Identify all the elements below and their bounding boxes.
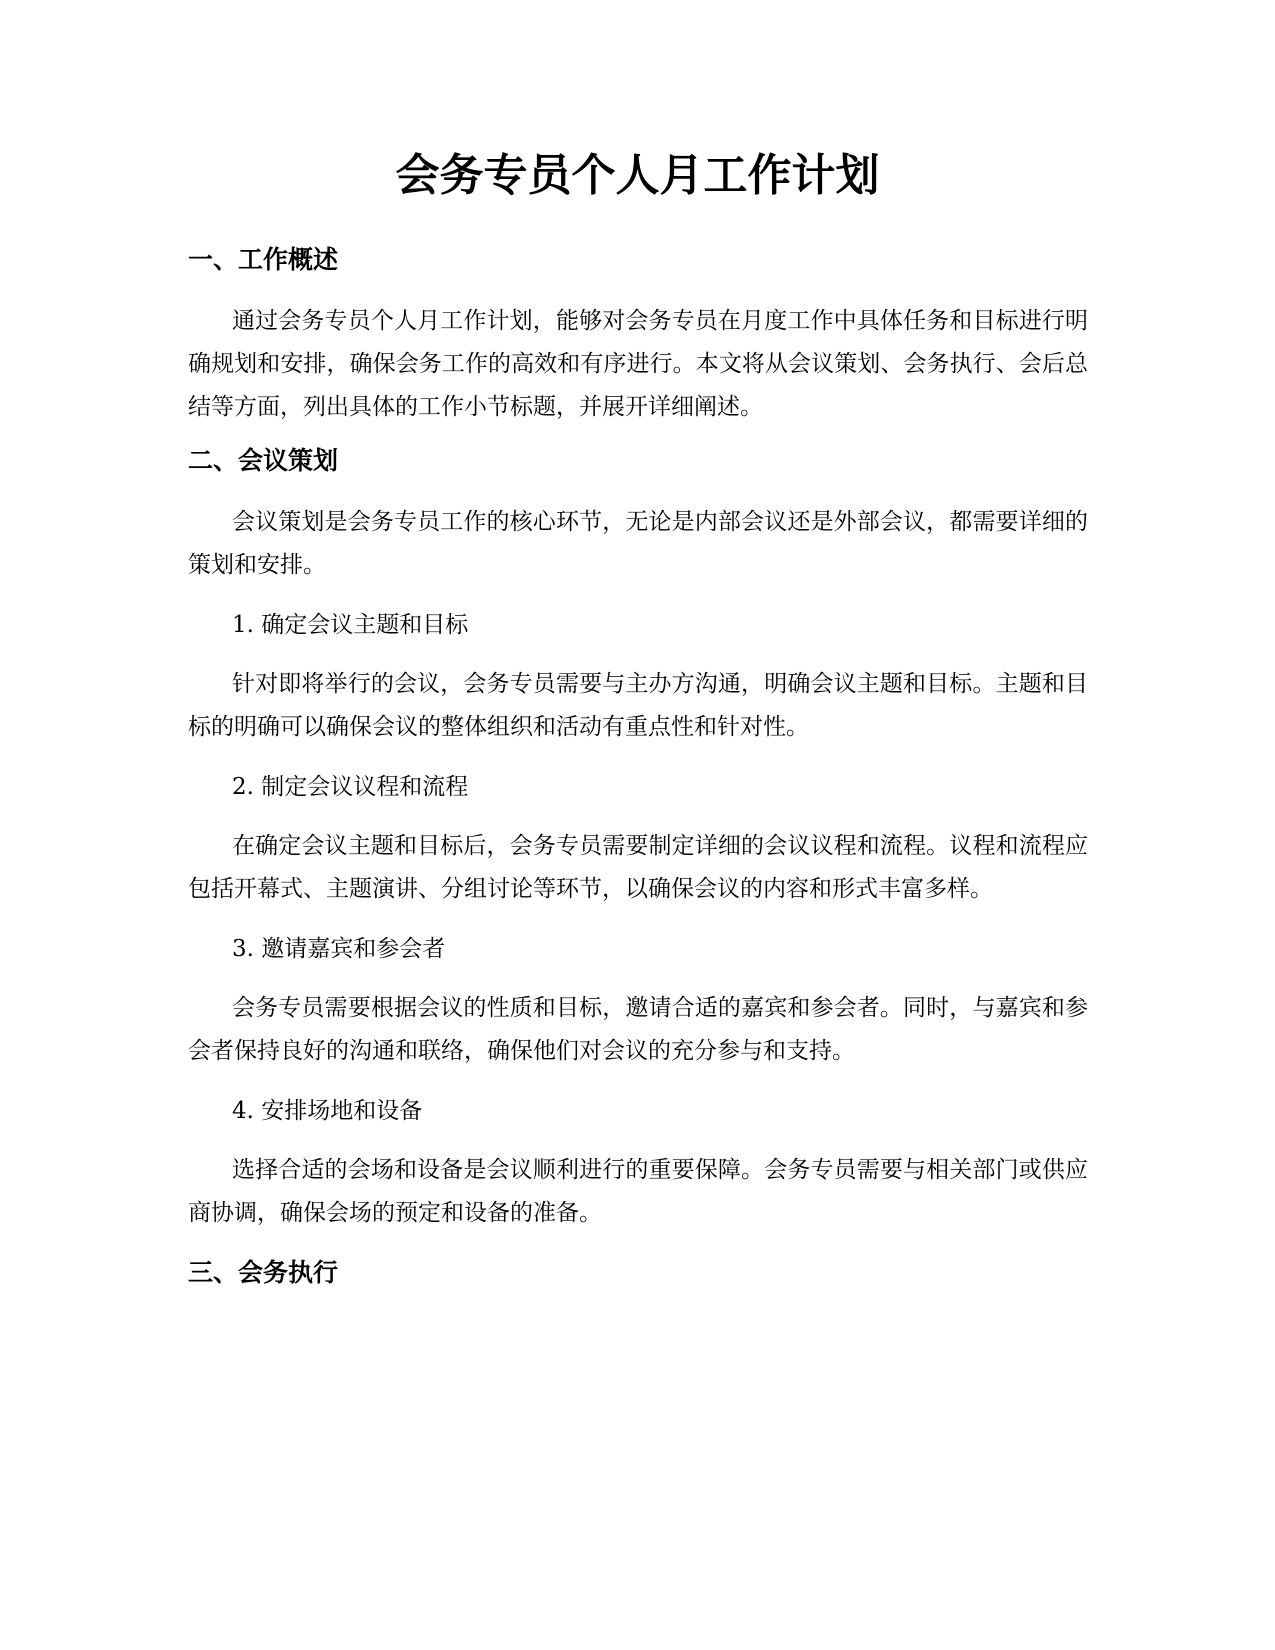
planning-item-title: 1. 确定会议主题和目标 [232, 612, 469, 638]
section-heading-overview: 一、工作概述 [188, 245, 339, 274]
planning-item-text: 会务专员需要根据会议的性质和目标，邀请合适的嘉宾和参会者。同时，与嘉宾和参会者保持良好的沟通和联络，确保他们对会议的充分参与和支持。 [188, 995, 1088, 1064]
planning-intro-paragraph: 会议策划是会务专员工作的核心环节，无论是内部会议还是外部会议，都需要详细的策划和安排。 [188, 509, 1088, 578]
planning-item-title: 4. 安排场地和设备 [232, 1098, 423, 1124]
planning-item-text: 在确定会议主题和目标后，会务专员需要制定详细的会议议程和流程。议程和流程应包括开幕式、主题演讲、分组讨论等环节，以确保会议的内容和形式丰富多样。 [188, 833, 1088, 902]
planning-item-title: 2. 制定会议议程和流程 [232, 774, 469, 800]
section-heading-planning: 二、会议策划 [188, 446, 339, 475]
planning-item-text: 选择合适的会场和设备是会议顺利进行的重要保障。会务专员需要与相关部门或供应商协调，确保会场的预定和设备的准备。 [188, 1157, 1088, 1226]
planning-item-title: 3. 邀请嘉宾和参会者 [232, 936, 446, 962]
section-heading-execution: 三、会务执行 [188, 1258, 339, 1287]
document-body [188, 240, 1088, 1293]
overview-paragraph: 通过会务专员个人月工作计划，能够对会务专员在月度工作中具体任务和目标进行明确规划和安排，确保会务工作的高效和有序进行。本文将从会议策划、会务执行、会后总结等方面，列出具体的工作小节标题，并展开详细阐述。 [188, 308, 1088, 420]
document-title: 会务专员个人月工作计划 [395, 150, 880, 201]
planning-item-text: 针对即将举行的会议，会务专员需要与主办方沟通，明确会议主题和目标。主题和目标的明确可以确保会议的整体组织和活动有重点性和针对性。 [188, 671, 1088, 740]
